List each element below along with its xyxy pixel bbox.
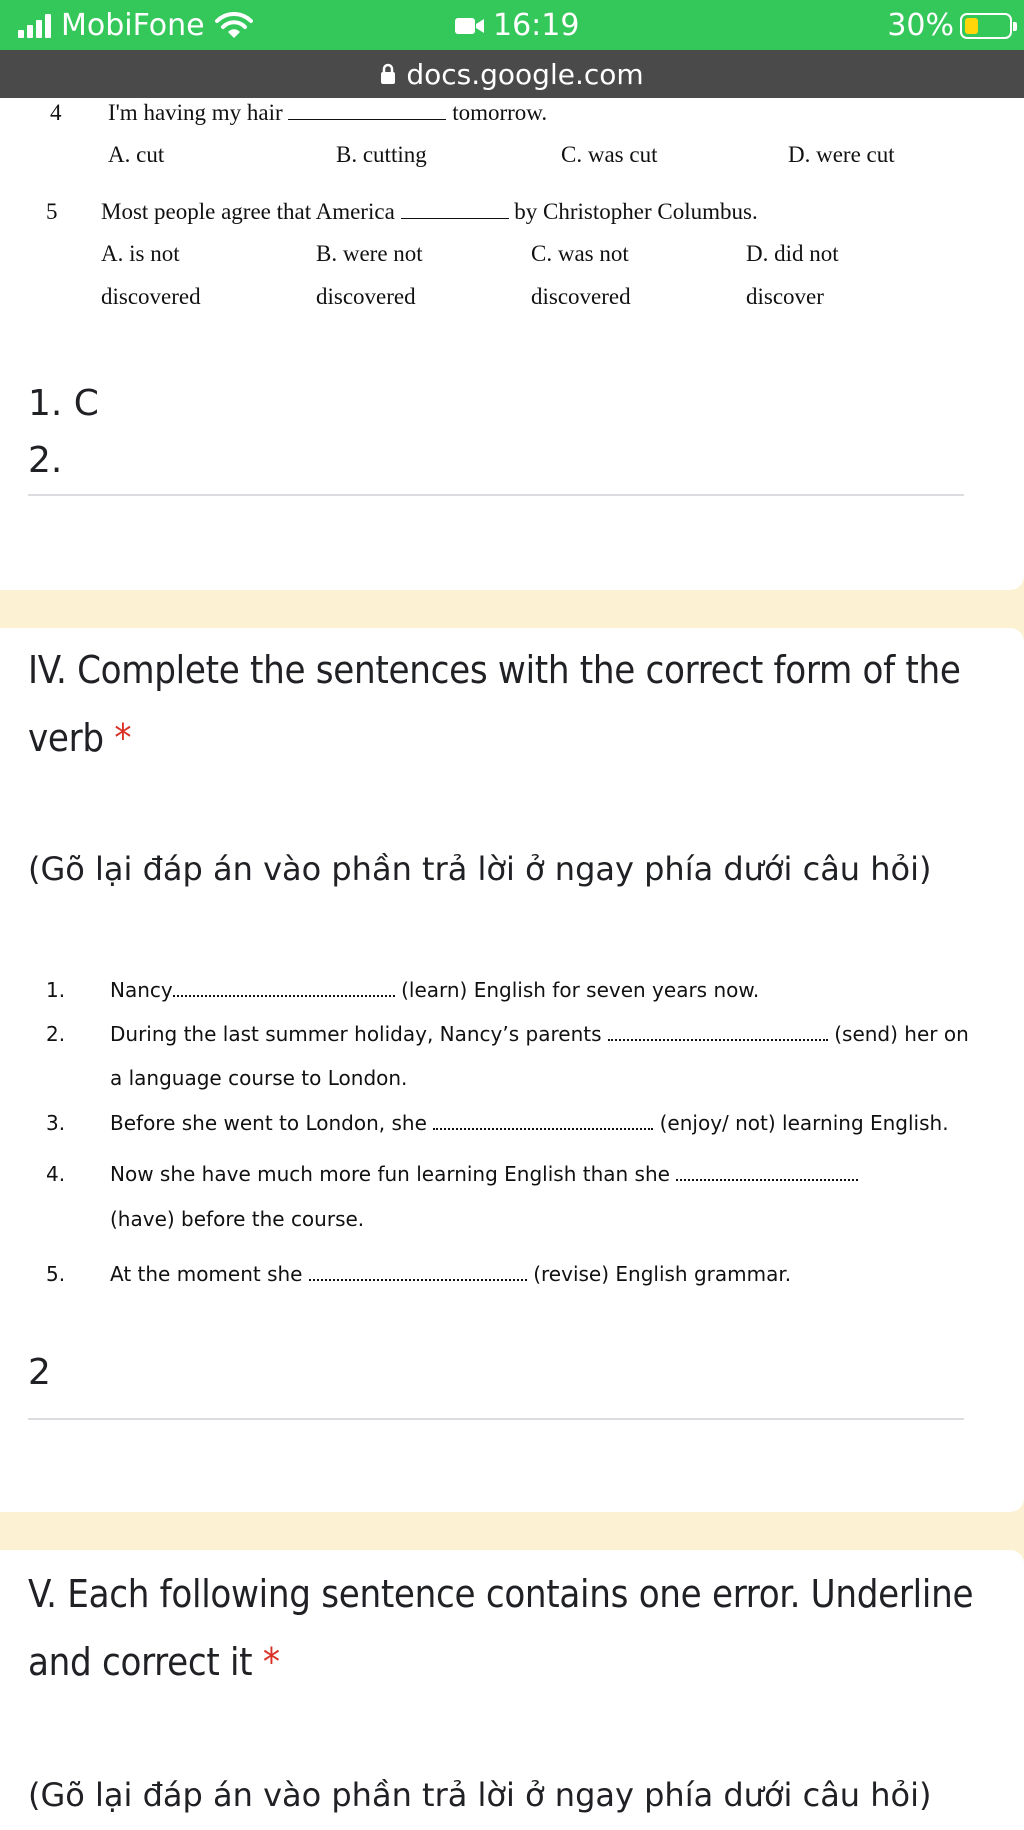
question-5-option-c-cont: discovered [531,284,631,309]
answer-underline [28,1418,964,1420]
answer-line-1: 1. C [28,383,99,424]
exercise-2-number: 2. [46,1022,66,1046]
question-5-option-b-cont: discovered [316,284,416,309]
question-4-option-a: A. cut [108,142,165,167]
section4-answer-text: 2 [28,1352,51,1393]
exercise-5-text: At the moment she (revise) English grammar. [110,1262,792,1286]
answer-underline [28,494,964,496]
question-4-number: 4 [50,100,62,125]
question-5-option-d: D. did not [746,241,839,266]
exercise-2-text-cont: a language course to London. [110,1066,408,1090]
status-bar [0,0,1024,50]
exercise-2-text: During the last summer holiday, Nancy’s parents (send) her on [110,1022,969,1046]
exercise-4-text-cont: (have) before the course. [110,1207,365,1231]
status-left [18,8,253,43]
question-5-text: Most people agree that America by Christopher Columbus. [101,199,758,224]
cellular-signal-icon [18,14,51,38]
question-card-section3 [0,98,1024,590]
question-card-section4 [0,628,1024,1512]
section5-description: (Gõ lại đáp án vào phần trả lời ở ngay phía dưới câu hỏi) [28,1776,932,1814]
question-5-option-a-cont: discovered [101,284,201,309]
question-4-text: I'm having my hair tomorrow. [108,100,548,125]
exercise-3-text: Before she went to London, she (enjoy/ not) learning English. [110,1111,949,1135]
required-asterisk: * [114,716,132,760]
question-card-section5 [0,1550,1024,1830]
battery-icon [960,13,1012,39]
address-bar[interactable] [0,50,1024,98]
question-5-number: 5 [46,199,58,224]
carrier-name: MobiFone [61,8,205,43]
question-4-option-d: D. were cut [788,142,895,167]
answer-line-2: 2. [28,440,63,481]
section4-title: IV. Complete the sentences with the correct form of the verb * [28,648,961,760]
question-5-option-a: A. is not [101,241,180,266]
screen-recording-icon [455,16,485,36]
exercise-5-number: 5. [46,1262,66,1286]
question-5-option-d-cont: discover [746,284,824,309]
exercise-4-text: Now she have much more fun learning English than she [110,1162,858,1186]
required-asterisk: * [262,1640,280,1684]
url-domain: docs.google.com [406,57,644,91]
exercise-3-number: 3. [46,1111,66,1135]
question-4-option-b: B. cutting [336,142,427,167]
exercise-4-number: 4. [46,1162,66,1186]
question-4-option-c: C. was cut [561,142,658,167]
status-center [455,8,579,43]
status-right [887,8,1012,43]
lock-icon [380,63,396,85]
wifi-icon [215,12,253,40]
clock: 16:19 [493,8,580,43]
exercise-1-number: 1. [46,978,66,1002]
exercise-1-text: Nancy (learn) English for seven years now. [110,978,760,1002]
question-5-option-c: C. was not [531,241,629,266]
question-5-option-b: B. were not [316,241,423,266]
section5-title: V. Each following sentence contains one error. Underline and correct it * [28,1572,974,1684]
battery-level [965,18,978,34]
section4-description: (Gõ lại đáp án vào phần trả lời ở ngay phía dưới câu hỏi) [28,850,932,888]
battery-percent: 30% [887,8,954,43]
